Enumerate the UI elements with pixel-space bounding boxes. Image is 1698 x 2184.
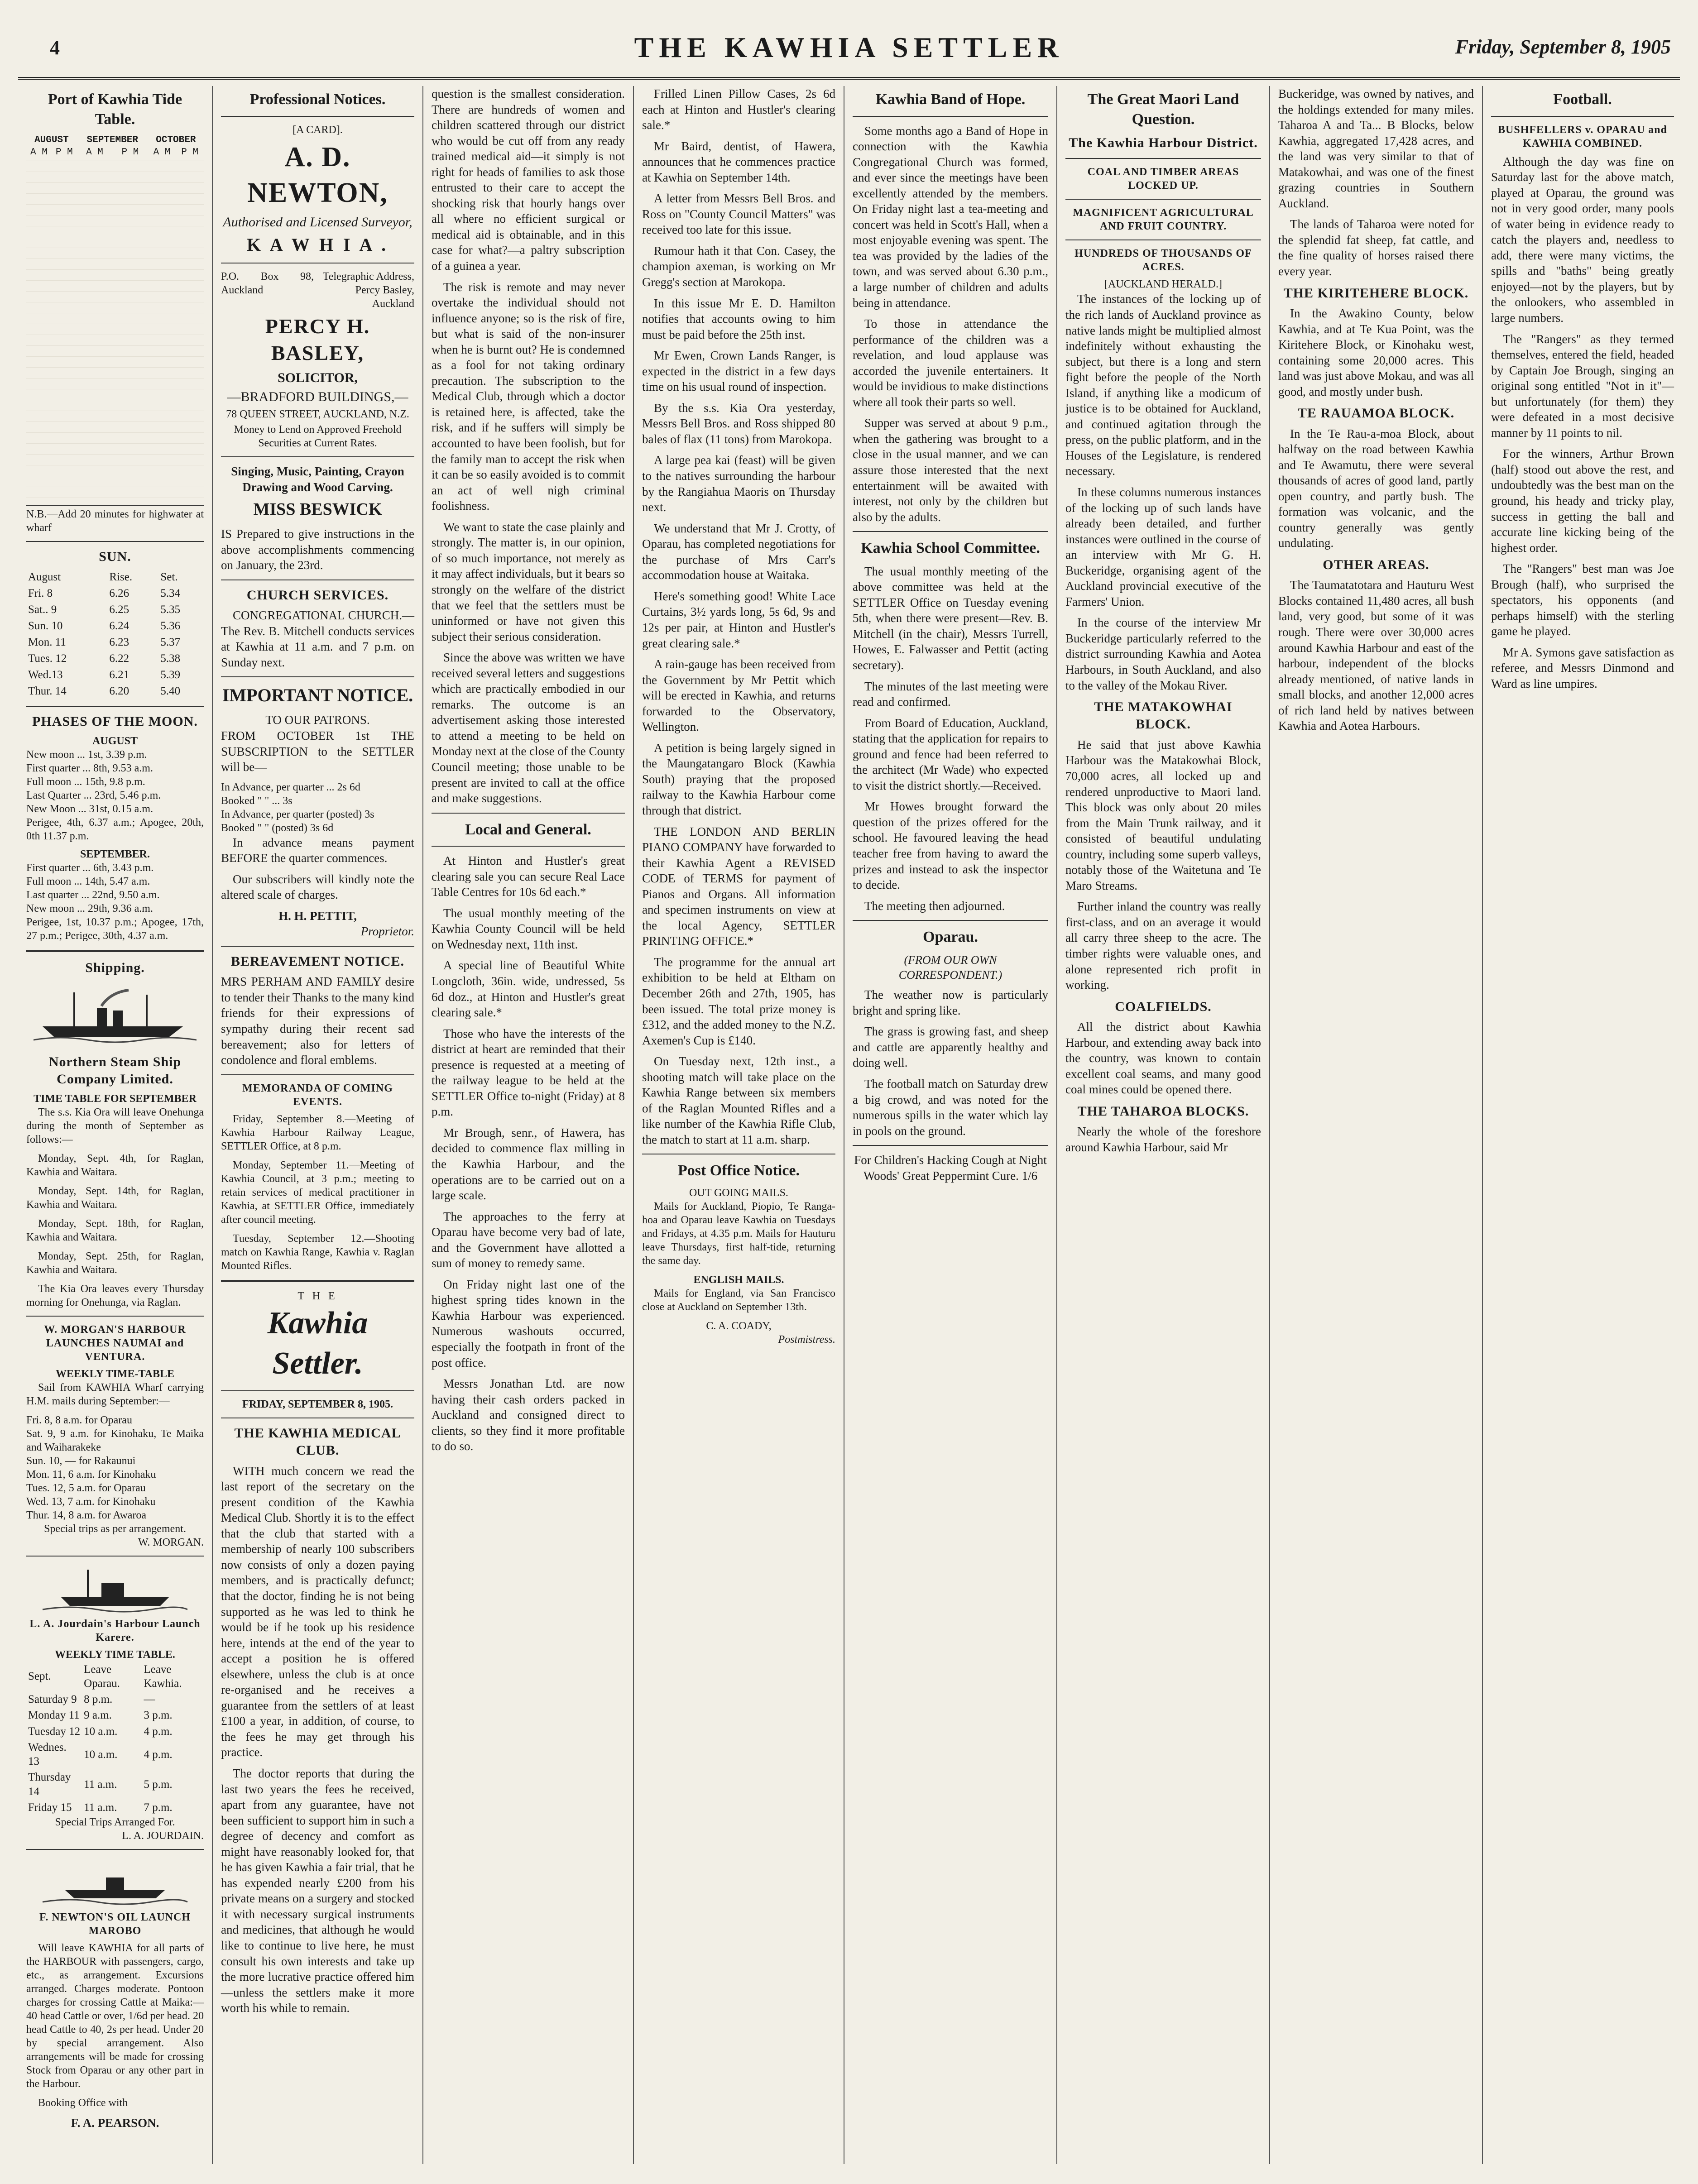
beswick-body: IS Prepared to give instructions in the above accomplishments commencing on January, the 23rd.: [221, 527, 414, 572]
moon-row: Full moon ... 14th, 5.47 a.m.: [26, 875, 150, 887]
oparau-foot: For Children's Hacking Cough at Night Woods' Great Peppermint Cure. 1/6: [854, 1153, 1047, 1183]
column-5: [844, 86, 1057, 2164]
sun-day: Wed.13: [28, 669, 63, 681]
other-areas-title: OTHER AREAS.: [1323, 557, 1429, 572]
jourdain-table: [26, 1662, 204, 1816]
post-sign: C. A. COADY,: [706, 1320, 772, 1332]
column-2: [213, 86, 423, 2164]
medical-club-title: THE KAWHIA MEDICAL CLUB.: [234, 1425, 401, 1458]
local-item: The usual monthly meeting of the Kawhia County Council will be held on Wednesday next, 11th inst.: [432, 906, 625, 951]
rauamoa-title: TE RAUAMOA BLOCK.: [1297, 406, 1455, 421]
newton-launch-title: F. NEWTON'S OIL LAUNCH MAROBO: [39, 1911, 191, 1937]
sun-day: Sun. 10: [28, 620, 63, 632]
football-para: Mr A. Symons gave satisfaction as referee, and Messrs Dinmond and Ward as line umpires.: [1491, 645, 1674, 691]
paper-date: FRIDAY, SEPTEMBER 8, 1905.: [242, 1398, 393, 1410]
tide-note: N.B.—Add 20 minutes for highwater at wharf: [26, 508, 204, 534]
nss-title: Northern Steam Ship Company Limited.: [48, 1054, 182, 1087]
jourdain-head: Leave Kawhia.: [144, 1663, 182, 1690]
local-item: Frilled Linen Pillow Cases, 2s 6d each at Hinton and Hustler's clearing sale.*: [642, 87, 835, 132]
morgan-sub: WEEKLY TIME-TABLE: [55, 1368, 175, 1380]
maori-land-h1: COAL AND TIMBER AREAS LOCKED UP.: [1087, 166, 1239, 192]
launch-icon: [34, 1556, 197, 1619]
matakowhai-para: He said that just above Kawhia Harbour was the Matakowhai Block, 70,000 acres, all locked up and rendered unproductive to Maori land. This block was only about 20 miles from the Main Trunk railway, and it consisted of beautiful undulating country, including some superb valleys, notably those of the Waitetuna and Te Maro Streams.: [1065, 738, 1261, 892]
tide-title: Port of Kawhia Tide Table.: [48, 91, 182, 128]
article-para: We want to state the case plainly and strongly. The matter is, in our opinion, of so much importance, not merely as it may affect individuals, but it bears so strongly on the welfare of the district that we feel that the settlers must be uninformed or have not given this subject their serious consideration.: [432, 520, 625, 643]
jourdain-time: 11 a.m.: [84, 1778, 117, 1791]
newspaper-title: THE KAWHIA SETTLER: [634, 31, 1064, 63]
maori-land-para: The instances of the locking up of the rich lands of Auckland province as native lands might be multiplied almost indefinitely without exhausting the subject, but there is a long and stern fight before the people of the North Island, if anything like a modicum of justice is to be obtained for Auckland, and continued agitation through the press, on the public platform, and in the Houses of the Legislature, is rendered necessary.: [1065, 292, 1261, 478]
sun-set: 5.35: [160, 603, 181, 616]
oparau-para: The grass is growing fast, and sheep and cattle are apparently healthy and doing well.: [853, 1025, 1048, 1070]
nss-body: The s.s. Kia Ora will leave Onehunga during the month of September as follows:—: [26, 1106, 204, 1145]
basley-note: Money to Lend on Approved Freehold Securities at Current Rates.: [234, 424, 402, 450]
basley-po: P.O. Box 98, Auckland: [221, 270, 314, 296]
maori-land-sub: The Kawhia Harbour District.: [1069, 135, 1258, 151]
sun-set: 5.36: [160, 620, 181, 632]
newton-name: A. D. NEWTON,: [247, 141, 388, 208]
local-item: A special line of Beautiful White Longcloth, 36in. wide, undressed, 5s 6d doz., at Hinton and Hustler's great clearing sale.*: [432, 958, 625, 1020]
memoranda-item: Friday, September 8.—Meeting of Kawhia Harbour Railway League, SETTLER Office, at 8 p.m.: [221, 1113, 414, 1152]
jourdain-head: Leave Oparau.: [84, 1663, 120, 1690]
local-item: On Tuesday next, 12th inst., a shooting match will take place on the Kawhia Range between six members of the Raglan Mounted Rifles and a like number of the Kawhia Rifle Club, the match to start at 11 a.m. sharp.: [642, 1054, 835, 1146]
basley-role: SOLICITOR,: [277, 370, 358, 385]
church-body: CONGREGATIONAL CHURCH.—The Rev. B. Mitchell conducts services at Kawhia at 11 a.m. and 7 p.m. on Sunday next.: [221, 608, 414, 669]
post-sign-role: Postmistress.: [778, 1333, 835, 1346]
sun-set: 5.40: [160, 685, 181, 698]
local-item: A letter from Messrs Bell Bros. and Ross on "County Council Matters" was received too late for this issue.: [642, 192, 835, 237]
jourdain-time: 8 p.m.: [84, 1693, 113, 1706]
sun-title: SUN.: [99, 549, 131, 564]
notice-title: IMPORTANT NOTICE.: [222, 685, 413, 706]
post-english-body: Mails for England, via San Francisco close at Auckland on September 13th.: [642, 1287, 835, 1313]
maori-land-h3: HUNDREDS OF THOUSANDS OF ACRES.: [1074, 248, 1252, 273]
maori-land-para: In these columns numerous instances of the locking up of such lands have already been detailed, and further instances were outlined in the course of an interview with Mr G. H. Buckeridge, organising agent of the Auckland provincial executive of the Farmers' Union.: [1065, 485, 1261, 608]
jourdain-head: Sept.: [28, 1670, 51, 1683]
notice-sign-role: Proprietor.: [360, 924, 414, 939]
notice-rate: Booked " " ... 3s: [221, 795, 293, 807]
rauamoa-para: In the Te Rau-a-moa Block, about halfway on the road between Kawhia and Te Awamutu, there were several thousands of acres of good land, partly open country, and partly bush. The formation was volcanic, and the country generally was gently undulating.: [1278, 426, 1474, 550]
jourdain-foot: Special Trips Arranged For.: [55, 1816, 175, 1829]
sun-head: Rise.: [109, 571, 133, 584]
matakowhai-title: THE MATAKOWHAI BLOCK.: [1094, 699, 1233, 732]
notice-rate: In Advance, per quarter ... 2s 6d: [221, 781, 360, 793]
local-item: Mr Brough, senr., of Hawera, has decided to commence flax milling in the Kawhia Harbour, and the operations are to be carried out on a large scale.: [432, 1126, 625, 1202]
basley-telegraph: Telegraphic Address, Percy Basley, Auckland: [322, 270, 414, 310]
jourdain-time: 5 p.m.: [144, 1778, 173, 1791]
school-committee-title: Kawhia School Committee.: [861, 540, 1040, 557]
article-para: Since the above was written we have received several letters and suggestions which are practically embodied in our remarks. The outcome is an advertisement asking those interested to attend a meeting to be held on Monday next at the close of the County Council meeting; those unable to be present are invited to call at the office and make suggestions.: [432, 651, 625, 805]
band-of-hope-para: Supper was served at about 9 p.m., when the gathering was brought to a close in the usual manner, and we can assure those interested that the next entertainment will be awaited with interest, not only by the children but also by the adults.: [853, 416, 1048, 524]
sun-day: Mon. 11: [28, 636, 66, 649]
jourdain-day: Monday 11: [28, 1709, 80, 1722]
newton-role: Authorised and Licensed Surveyor,: [223, 215, 413, 230]
sun-rise: 6.24: [109, 620, 130, 632]
local-general-title: Local and General.: [465, 821, 591, 838]
column-1: [18, 86, 213, 2164]
nss-row: Monday, Sept. 14th, for Raglan, Kawhia and Waitara.: [26, 1185, 204, 1211]
moon-note: Perigee, 1st, 10.37 p.m.; Apogee, 17th, 27 p.m.; Perigee, 30th, 4.37 a.m.: [26, 916, 204, 942]
professional-notices-title: Professional Notices.: [249, 91, 386, 108]
local-item: Mr Ewen, Crown Lands Ranger, is expected in the district in a few days time on his usual round of inspection.: [642, 349, 835, 394]
maori-land-para: Buckeridge, was owned by natives, and the holdings extended for many miles. Taharoa A and Ta... B Blocks, below Kawhia, aggregated 17,428 acres, and the land was very similar to that of Matakowhai, and was one of the finest grazing countries in Southern Auckland.: [1278, 87, 1474, 210]
sun-set: 5.37: [160, 636, 181, 649]
kiritehere-para: In the Awakino County, below Kawhia, and at Te Kua Point, was the Kiritehere Block, or Kinohaku west, containing some 20,000 acres. This land was just above Mokau, and was all good, and mostly under bush.: [1278, 306, 1474, 398]
column-6: [1057, 86, 1270, 2164]
tide-table: [26, 134, 204, 159]
jourdain-day: Wednes. 13: [28, 1741, 67, 1768]
taharoa-para: Nearly the whole of the foreshore around Kawhia Harbour, said Mr: [1065, 1125, 1261, 1154]
tide-sub: P M: [121, 147, 139, 158]
local-item: On Friday night last one of the highest spring tides known in the Kawhia Harbour was experienced. Numerous washouts occurred, especially the footpath in front of the post office.: [432, 1277, 625, 1370]
nss-row: Monday, Sept. 4th, for Raglan, Kawhia and Waitara.: [26, 1152, 204, 1178]
coalfields-title: COALFIELDS.: [1115, 999, 1212, 1014]
sun-rise: 6.21: [109, 669, 130, 681]
paper-nameplate: Kawhia Settler.: [267, 1305, 368, 1381]
morgan-row: Mon. 11, 6 a.m. for Kinohaku: [26, 1468, 156, 1480]
local-item: A rain-gauge has been received from the Government by Mr Pettit which will be erected in Kawhia, and returns forwarded to the Observatory, Wellington.: [642, 657, 835, 734]
column-8: [1483, 86, 1682, 2164]
jourdain-time: 3 p.m.: [144, 1709, 173, 1722]
medical-club-para: The doctor reports that during the last two years the fees he received, apart from any guarantee, have not been sufficient to support him in such a degree of decency and comfort as might have reasonably looked for, that he has given Kawhia a fair trial, that he has expended nearly £200 from his private means on a surgery and stocked it with necessary surgical instruments and medicines, that although he would like to continue to live here, he must consult his own interests and take up the more lucrative practice offered him—unless the settlers make it more worth his while to remain.: [221, 1766, 414, 2015]
oil-launch-icon: [34, 1849, 197, 1913]
nss-foot: The Kia Ora leaves every Thursday morning for Onehunga, via Raglan.: [26, 1283, 204, 1308]
morgan-foot: Special trips as per arrangement.: [44, 1523, 186, 1535]
sun-set: 5.38: [160, 652, 181, 665]
oparau-para: The football match on Saturday drew a big crowd, and was noted for the numerous spills in the water which lay in pools on the ground.: [853, 1077, 1048, 1138]
moon-aug-head: AUGUST: [92, 735, 138, 747]
football-para: Although the day was fine on Saturday last for the above match, played at Oparau, the ground was not in very good order, many pools of water being in evidence ready to catch the players and, needless to add, there were many victims, the spills and "baths" being greatly enjoyed—not by the players, but by the onlookers, who assembled in large numbers.: [1491, 154, 1674, 325]
local-item: Mr Baird, dentist, of Hawera, announces that he commences practice at Kawhia on September 14th.: [642, 139, 835, 184]
taharoa-title: THE TAHAROA BLOCKS.: [1077, 1103, 1249, 1119]
maori-land-para: In the course of the interview Mr Buckeridge particularly referred to the district surrounding Kawhia and Aotea Harbours, in South Auckland, and also to the valley of the Mokau River.: [1065, 616, 1261, 692]
local-item: The programme for the annual art exhibition to be held at Eltham on December 26th and 27th, 1905, has been issued. The total prize money is £312, and the added money to the N.Z. Axemen's Cup is £140.: [642, 955, 835, 1047]
jourdain-day: Tuesday 12: [28, 1725, 81, 1738]
school-committee-para: The usual monthly meeting of the above committee was held at the SETTLER Office on Tuesday evening 5th, when there were present—Rev. B. Mitchell (in the chair), Messrs Turrell, Howes, E. Falwasser and Pettit (acting secretary).: [853, 564, 1048, 672]
jourdain-time: —: [144, 1693, 155, 1706]
sun-rise: 6.22: [109, 652, 130, 665]
basley-address-row: [221, 270, 414, 311]
tide-sub: P M: [181, 147, 199, 158]
moon-row: New moon ... 29th, 9.36 a.m.: [26, 902, 153, 915]
memoranda-title: MEMORANDA OF COMING EVENTS.: [242, 1082, 393, 1108]
local-item: Rumour hath it that Con. Casey, the champion axeman, is working on Mr Gregg's section at Marokopa.: [642, 244, 835, 289]
morgan-row: Tues. 12, 5 a.m. for Oparau: [26, 1482, 146, 1494]
football-para: The "Rangers" best man was Joe Brough (half), who surprised the spectators, his opponents (and perhaps himself) with the sterling game he played.: [1491, 562, 1674, 638]
basley-street: 78 QUEEN STREET, AUCKLAND, N.Z.: [226, 408, 409, 421]
maori-land-title: The Great Maori Land Question.: [1087, 91, 1239, 128]
beswick-name: MISS BESWICK: [253, 500, 382, 519]
jourdain-day: Friday 15: [28, 1801, 72, 1814]
tide-month-oct: OCTOBER: [156, 135, 196, 146]
nss-sub: TIME TABLE FOR SEPTEMBER: [34, 1092, 197, 1105]
paper-the: T H E: [297, 1290, 338, 1302]
column-3: [423, 86, 634, 2164]
steamship-illustration: [26, 981, 204, 1049]
card-tag: [A CARD].: [293, 124, 343, 136]
moon-sep-head: SEPTEMBER.: [80, 848, 150, 860]
local-item: By the s.s. Kia Ora yesterday, Messrs Bell Bros. and Ross shipped 80 bales of flax (11 tons) from Marokopa.: [642, 401, 835, 446]
jourdain-time: 9 a.m.: [84, 1709, 112, 1722]
oparau-para: The weather now is particularly bright and spring like.: [853, 988, 1048, 1017]
launch-illustration: [26, 1563, 204, 1613]
page-number: 4: [50, 37, 60, 59]
beswick-heading: Singing, Music, Painting, Crayon Drawing and Wood Carving.: [231, 465, 404, 494]
sun-table: [26, 569, 204, 699]
local-item: We understand that Mr J. Crotty, of Oparau, has completed negotiations for the purchase of Mrs Carr's accommodation house at Waitaka.: [642, 521, 835, 582]
morgan-row: Thur. 14, 8 a.m. for Awaroa: [26, 1509, 147, 1521]
bereavement-title: BEREAVEMENT NOTICE.: [231, 953, 404, 969]
memoranda-item: Tuesday, September 12.—Shooting match on Kawhia Range, Kawhia v. Raglan Mounted Rifles.: [221, 1232, 414, 1272]
morgan-row: Sun. 10, — for Rakaunui: [26, 1455, 136, 1467]
nss-row: Monday, Sept. 18th, for Raglan, Kawhia and Waitara.: [26, 1217, 204, 1243]
steamship-icon: [34, 983, 197, 1047]
oil-launch-illustration: [26, 1856, 204, 1906]
column-4: [634, 86, 844, 2164]
sun-day: Tues. 12: [28, 652, 67, 665]
band-of-hope-para: Some months ago a Band of Hope in connection with the Kawhia Congregational Church was formed, and ever since the meetings have been excellently attended by the members. On Friday night last a tea-meeting and concert was held in Scott's Hall, when a most enjoyable evening was spent. The tea was provided by the ladies of the town, and was served about 6.30 p.m., a large number of children and adults being in attendance.: [853, 124, 1048, 310]
medical-club-para: WITH much concern we read the last report of the secretary on the present condition of the Kawhia Medical Club. Shortly it is to the effect that the club that started with a membership of nearly 100 subscribers now consists of only a dozen paying members, and is practically defunct; that the doctor, finding he is not being supported as he was led to think he would be if he took up his residence here, intends at the end of the year to accept a position he is offered elsewhere, unless the club is at once re-organised and he receives a guarantee from the settlers of at least £100 a year, in addition, of course, to the fees he may get through his practice.: [221, 1464, 414, 1759]
moon-row: First quarter ... 6th, 3.43 p.m.: [26, 862, 154, 874]
notice-rate: In Advance, per quarter (posted) 3s: [221, 808, 374, 820]
tide-sub: A M: [86, 147, 103, 158]
morgan-body: Sail from KAWHIA Wharf carrying H.M. mails during September:—: [26, 1381, 204, 1407]
local-item: A petition is being largely signed in the Maungatangaro Block (Kawhia South) praying that the proposed railway to the Kawhia Harbour come through that district.: [642, 741, 835, 817]
coalfields-para: All the district about Kawhia Harbour, and extending away back into the country, was known to contain excellent coal seams, and many good coal mines could be opened there.: [1065, 1020, 1261, 1097]
maori-land-source: [AUCKLAND HERALD.]: [1104, 278, 1222, 291]
column-7: [1270, 86, 1483, 2164]
sun-rise: 6.26: [109, 587, 130, 600]
article-para: question is the smallest consideration. There are hundreds of women and children scattered through our district who would be cut off from any ready trained medical aid—it simply is not right for heads of families to ask those entrusted to their care to accept the shocking risk that hourly hangs over all where no efficient surgical or medical aid is obtainable, and in this case for what?—a paltry subscription of a guinea a year.: [432, 87, 625, 273]
jourdain-sign: L. A. JOURDAIN.: [122, 1830, 204, 1842]
school-committee-para: The minutes of the last meeting were read and confirmed.: [853, 679, 1048, 709]
shipping-title: Shipping.: [85, 960, 145, 975]
post-office-body: Mails for Auckland, Piopio, Te Ranga-hoa and Oparau leave Kawhia on Tuesdays and Fridays, at 4.35 p.m. Mails for Hauturu leave Thursdays, first half-tide, returning the same day.: [642, 1200, 835, 1267]
oparau-title: Oparau.: [923, 929, 978, 946]
moon-row: Last quarter ... 22nd, 9.50 a.m.: [26, 889, 160, 901]
jourdain-time: 11 a.m.: [84, 1801, 117, 1814]
basley-name: PERCY H. BASLEY,: [265, 314, 370, 364]
school-committee-para: The meeting then adjourned.: [864, 899, 1005, 913]
tide-month-sep: SEPTEMBER: [86, 135, 138, 146]
sun-rise: 6.25: [109, 603, 130, 616]
notice-body: FROM OCTOBER 1st THE SUBSCRIPTION to the SETTLER will be—: [221, 729, 414, 774]
sun-day: Thur. 14: [28, 685, 67, 698]
football-title: Football.: [1553, 91, 1612, 108]
maori-land-para: The lands of Taharoa were noted for the splendid fat sheep, fat cattle, and the fine quality of horses raised there every year.: [1278, 217, 1474, 278]
newton-launch-sign: F. A. PEARSON.: [71, 2116, 159, 2130]
nss-row: Monday, Sept. 25th, for Raglan, Kawhia and Waitara.: [26, 1250, 204, 1276]
moon-row: Last Quarter ... 23rd, 5.46 p.m.: [26, 789, 161, 801]
morgan-sign: W. MORGAN.: [138, 1536, 204, 1548]
matakowhai-para: Further inland the country was really first-class, and on an average it would all carry three sheep to the acre. The timber rights were valuable ones, and alone represented rich profit in working.: [1065, 900, 1261, 992]
jourdain-title: L. A. Jourdain's Harbour Launch Karere.: [29, 1618, 201, 1643]
jourdain-time: 7 p.m.: [144, 1801, 173, 1814]
masthead: [18, 27, 1680, 80]
moon-note: Perigee, 4th, 6.37 a.m.; Apogee, 20th, 0th 11.37 p.m.: [26, 816, 204, 842]
sun-day: Fri. 8: [28, 587, 53, 600]
moon-title: PHASES OF THE MOON.: [32, 714, 198, 729]
notice-subs: Our subscribers will kindly note the altered scale of charges.: [221, 872, 414, 902]
band-of-hope-para: To those in attendance the performance of the children was a revelation, and loud applause was accorded the juvenile entertainers. It would be invidious to make distinctions where all took their parts so well.: [853, 317, 1048, 409]
morgan-row: Fri. 8, 8 a.m. for Oparau: [26, 1414, 132, 1426]
newton-launch-body: Will leave KAWHIA for all parts of the HARBOUR with passengers, cargo, etc., as arrangement. Excursions arranged. Charges moderate. Pontoon charges for crossing Cattle at Maika:— 40 head Cattle or over, 1/6d per head. 20 head Cattle to 40, 2s per head. Under 20 by special arrangement. Also arrangements will be made for crossing Stock from Oparau or any other part in the Harbour.: [26, 1942, 204, 2090]
jourdain-day: Saturday 9: [28, 1693, 77, 1706]
sun-set: 5.34: [160, 587, 181, 600]
moon-row: New moon ... 1st, 3.39 p.m.: [26, 748, 147, 761]
oparau-sub: (FROM OUR OWN CORRESPONDENT.): [898, 953, 1002, 982]
moon-row: Full moon ... 15th, 9.8 p.m.: [26, 776, 145, 788]
football-para: The "Rangers" as they termed themselves, entered the field, headed by Captain Joe Brough, singing an original song entitled "Not in it"—but unfortunately (for them) they were defeated in a most decisive manner by 11 points to nil.: [1491, 332, 1674, 440]
jourdain-time: 4 p.m.: [144, 1725, 173, 1738]
moon-row: First quarter ... 8th, 9.53 a.m.: [26, 762, 153, 774]
notice-rate: Booked " " (posted) 3s 6d: [221, 822, 334, 834]
morgan-row: Sat. 9, 9 a.m. for Kinohaku, Te Maika and Waiharakeke: [26, 1427, 204, 1453]
local-item: In this issue Mr E. D. Hamilton notifies that accounts owing to him must be paid before the 25th inst.: [642, 296, 835, 341]
football-para: For the winners, Arthur Brown (half) stood out above the rest, and undoubtedly was the best man on the ground, his heady and tricky play, success in getting the ball and accurate line kicking being of the highest order.: [1491, 447, 1674, 555]
morgan-row: Wed. 13, 7 a.m. for Kinohaku: [26, 1495, 156, 1508]
tide-sub: A M: [153, 147, 171, 158]
sun-day: Sat.. 9: [28, 603, 57, 616]
notice-sub: TO OUR PATRONS.: [265, 713, 370, 727]
moon-row: New Moon ... 31st, 0.15 a.m.: [26, 803, 153, 815]
issue-date: Friday, September 8, 1905: [1455, 36, 1671, 58]
notice-advance: In advance means payment BEFORE the quarter commences.: [221, 835, 414, 865]
notice-sign: H. H. PETTIT,: [278, 909, 357, 923]
local-item: At Hinton and Hustler's great clearing sale you can secure Real Lace Table Centres for 10s 6d each.*: [432, 854, 625, 899]
bereavement-body: MRS PERHAM AND FAMILY desire to tender their Thanks to the many kind friends for their expressions of sympathy during their recent sad bereavement; also for letters of condolence and floral emblems.: [221, 975, 414, 1067]
morgan-title: W. MORGAN'S HARBOUR LAUNCHES NAUMAI and VENTURA.: [44, 1323, 186, 1363]
local-item: Those who have the interests of the district at heart are reminded that their presence is requested at a meeting of the railway league to be held at the SETTLER Office to-night (Friday) at 8 p.m.: [432, 1026, 625, 1119]
tide-sub: P M: [55, 147, 73, 158]
post-office-title: Post Office Notice.: [677, 1162, 800, 1179]
other-areas-para: The Taumatatotara and Hauturu West Blocks contained 11,480 acres, all bush land, very good, but some of it was rough. There were over 30,000 acres around Kawhia Harbour and east of the harbour, independent of the blocks already mentioned, of native lands in small blocks, and another 12,000 acres of rich land held by natives between Kawhia and Aotea Harbours.: [1278, 578, 1474, 733]
church-title: CHURCH SERVICES.: [246, 587, 389, 603]
jourdain-sub: WEEKLY TIME TABLE.: [55, 1648, 175, 1661]
sun-rise: 6.20: [109, 685, 130, 698]
post-english-title: ENGLISH MAILS.: [693, 1274, 784, 1286]
sun-head: Set.: [160, 571, 178, 584]
memoranda-item: Monday, September 11.—Meeting of Kawhia Council, at 3 p.m.; meeting to retain services of medical practitioner in Kawhia, at SETTLER Office, immediately after council meeting.: [221, 1159, 414, 1226]
football-sub: BUSHFELLERS v. OPARAU and KAWHIA COMBINED.: [1498, 124, 1667, 149]
local-item: THE LONDON AND BERLIN PIANO COMPANY have forwarded to their Kawhia Agent a REVISED CODE of TERMS for payment of Pianos and Organs. All information and specimen instruments on view at the local Agency, SETTLER PRINTING OFFICE.*: [642, 824, 835, 948]
jourdain-time: 4 p.m.: [144, 1748, 173, 1761]
tide-grid: [26, 161, 204, 506]
maori-land-h2: MAGNIFICENT AGRICULTURAL AND FRUIT COUNTRY.: [1073, 207, 1254, 233]
school-committee-para: From Board of Education, Auckland, stating that the application for repairs to ground and fence had been referred to the architect (Mr Wade) who expected to visit the district shortly.—Received.: [853, 716, 1048, 792]
tide-month-aug: AUGUST: [34, 135, 69, 146]
local-item: A large pea kai (feast) will be given to the natives surrounding the harbour by the Rangiahua Maoris on Thursday next.: [642, 453, 835, 514]
jourdain-time: 10 a.m.: [84, 1748, 118, 1761]
sun-head: August: [28, 571, 61, 584]
local-item: The approaches to the ferry at Oparau have become very bad of late, and the Government have allotted a sum of money to remedy same.: [432, 1209, 625, 1270]
jourdain-day: Thursday 14: [28, 1771, 71, 1798]
local-item: Messrs Jonathan Ltd. are now having their cash orders packed in Auckland and consigned direct to clients, so they find it more profitable to do so.: [432, 1377, 625, 1453]
school-committee-para: Mr Howes brought forward the question of the prizes offered for the school. He favoured leaving the head teacher free from having to award the prizes and instead to ask the inspector to decide.: [853, 800, 1048, 892]
tide-sub: A M: [30, 147, 48, 158]
kiritehere-title: THE KIRITEHERE BLOCK.: [1283, 285, 1469, 301]
post-office-sub: OUT GOING MAILS.: [689, 1187, 788, 1199]
sun-set: 5.39: [160, 669, 181, 681]
newton-launch-foot: Booking Office with: [38, 2097, 128, 2109]
basley-building: —BRADFORD BUILDINGS,—: [227, 389, 408, 404]
band-of-hope-title: Kawhia Band of Hope.: [875, 91, 1026, 108]
article-para: The risk is remote and may never overtake the individual should not influence anyone; so is the risk of fire, but what is said of the non-insurer when he is burnt out? He is condemned as a fool for not taking ordinary precaution. The subscription to the Medical Club, through which a doctor is retained here, is affected, take the risk, and if he suffers will simply be accounted to have been foolish, but for the family man to accept the risk when it can be so easily avoided is to commit an act of well nigh criminal foolishness.: [432, 280, 625, 513]
sun-rise: 6.23: [109, 636, 130, 649]
local-item: Here's something good! White Lace Curtains, 3½ yards long, 5s 6d, 9s and 12s per pair, at Hinton and Hustler's great clearing sale.*: [642, 589, 835, 650]
jourdain-time: 10 a.m.: [84, 1725, 118, 1738]
newton-place: K A W H I A .: [246, 234, 389, 255]
